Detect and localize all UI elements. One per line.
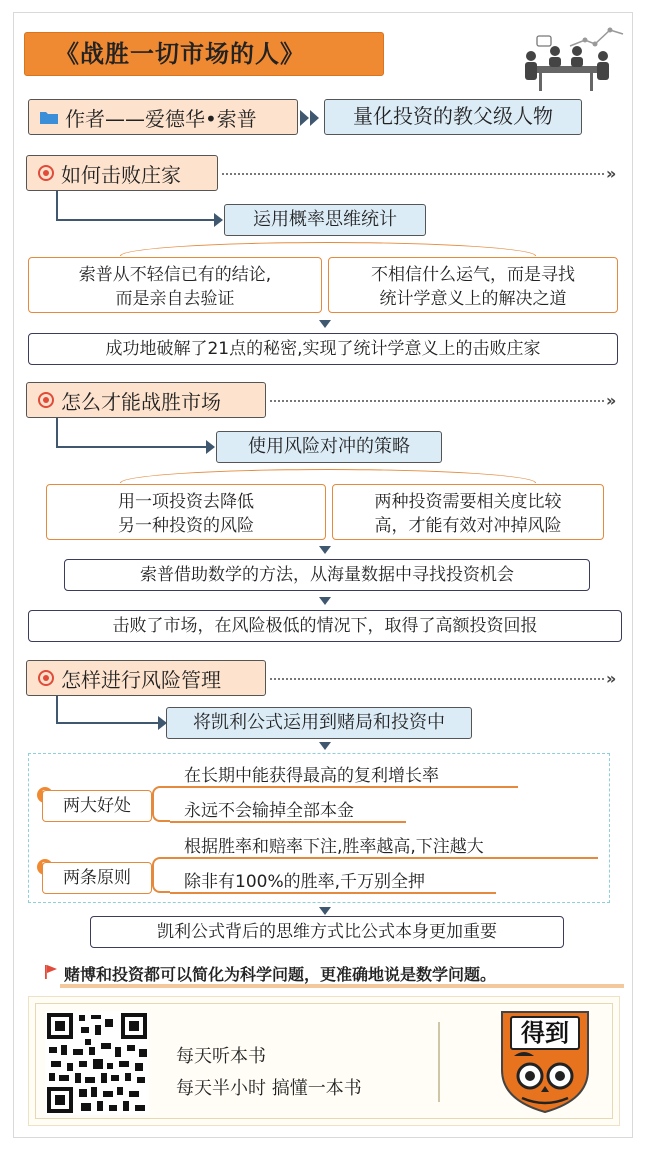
author-description: 量化投资的教父级人物 (324, 99, 582, 135)
underline (170, 857, 598, 859)
qr-code-icon[interactable] (45, 1011, 149, 1115)
author-box (28, 99, 298, 135)
target-icon (37, 164, 55, 182)
footer-line2: 每天半小时 搞懂一本书 (176, 1078, 362, 1099)
underline (170, 786, 518, 788)
flag-icon (44, 964, 58, 980)
text-line: 另一种投资的风险 (118, 516, 254, 536)
bracket (152, 786, 170, 822)
author-label: 作者——爱德华•索普 (65, 106, 257, 131)
dotted-divider (222, 173, 604, 175)
principles-label: 两条原则 (42, 862, 152, 894)
connector (56, 191, 58, 221)
arrow-down-icon (319, 742, 331, 750)
arrow-right-icon (206, 440, 216, 454)
arrow-down-icon (319, 907, 331, 915)
section1-heading (26, 155, 218, 191)
connector (56, 418, 58, 448)
chevron-right-icon: » (606, 391, 617, 410)
meeting-illustration-icon (515, 18, 625, 98)
text-line: 用一项投资去降低 (118, 492, 254, 512)
text-line: 索普从不轻信已有的结论, (78, 265, 272, 285)
target-icon (37, 391, 55, 409)
section2-result: 击败了市场，在风险极低的情况下，取得了高额投资回报 (28, 610, 622, 642)
section1-point-left (28, 257, 322, 313)
section2-point-left (46, 484, 326, 540)
benefits-label: 两大好处 (42, 790, 152, 822)
connector (56, 219, 216, 221)
benefit-item: 在长期中能获得最高的复利增长率 (184, 766, 439, 786)
dotted-divider (270, 400, 604, 402)
principle-item: 根据胜率和赔率下注,胜率越高,下注越大 (184, 837, 484, 857)
section2-title: 怎么才能战胜市场 (61, 389, 221, 414)
underline (170, 821, 406, 823)
underline (170, 892, 496, 894)
chevron-right-icon: » (606, 164, 617, 183)
connector (56, 696, 58, 724)
bracket (152, 857, 170, 893)
section2-point-right (332, 484, 604, 540)
chevron-right-icon: » (606, 669, 617, 688)
section3-method: 将凯利公式运用到赌局和投资中 (166, 707, 472, 739)
section1-method: 运用概率思维统计 (224, 204, 426, 236)
arrow-down-icon (319, 320, 331, 328)
text-line: 而是亲自去验证 (115, 289, 235, 309)
arrow-down-icon (319, 597, 331, 605)
section3-title: 怎样进行风险管理 (61, 667, 221, 692)
section1-point-right (328, 257, 618, 313)
section2-heading (26, 382, 266, 418)
quote-underline (60, 984, 624, 988)
text-line: 两种投资需要相关度比较 (374, 492, 562, 512)
text-line: 高，才能有效对冲掉风险 (374, 516, 562, 536)
benefit-item: 永远不会输掉全部本金 (184, 801, 354, 821)
footer-line1: 每天听本书 (176, 1046, 266, 1067)
connector (56, 722, 158, 724)
principle-item: 除非有100%的胜率,千万别全押 (184, 872, 426, 892)
logo-text: 得到 (510, 1016, 580, 1050)
target-icon (37, 669, 55, 687)
section2-method: 使用风险对冲的策略 (216, 431, 442, 463)
key-quote: 赌博和投资都可以简化为科学问题，更准确地说是数学问题。 (64, 965, 497, 984)
arrow-right-icon (214, 213, 224, 227)
section3-conclusion: 凯利公式背后的思维方式比公式本身更加重要 (90, 916, 564, 948)
section3-heading (26, 660, 266, 696)
section2-step: 索普借助数学的方法，从海量数据中寻找投资机会 (64, 559, 590, 591)
text-line: 不相信什么运气，而是寻找 (371, 265, 575, 285)
folder-icon (39, 109, 59, 125)
dotted-divider (270, 678, 604, 680)
connector (56, 446, 206, 448)
double-arrow-icon (300, 110, 324, 126)
footer-divider (438, 1022, 440, 1102)
book-title: 《战胜一切市场的人》 (24, 32, 384, 76)
section1-title: 如何击败庄家 (61, 162, 181, 187)
text-line: 统计学意义上的解决之道 (379, 289, 567, 309)
arrow-down-icon (319, 546, 331, 554)
section1-result: 成功地破解了21点的秘密,实现了统计学意义上的击败庄家 (28, 333, 618, 365)
